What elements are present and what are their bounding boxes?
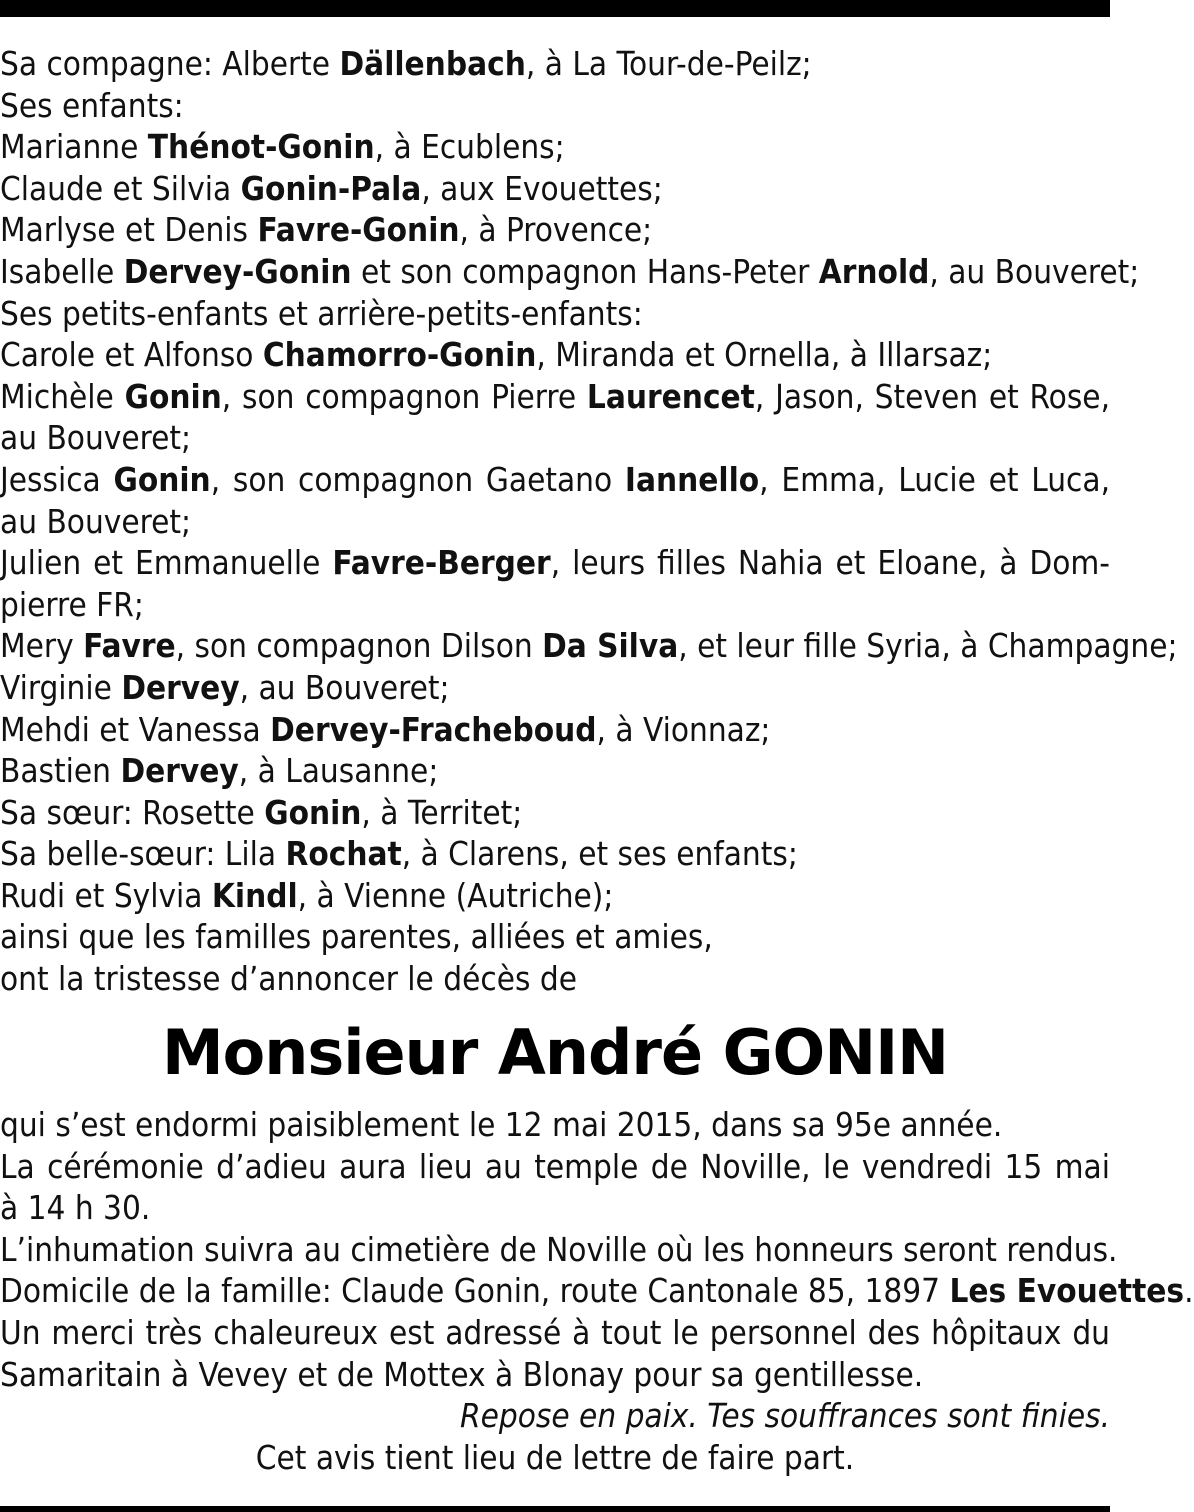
text-segment: Domicile de la famille: Claude Gonin, route Cantonale 85, 1897 (0, 1271, 950, 1311)
text-segment: , à Provence; (459, 210, 653, 250)
surname: Thénot-Gonin (147, 127, 375, 167)
text-segment: au Bouveret; (0, 418, 192, 458)
text-line (0, 875, 1110, 917)
text-line (0, 43, 1110, 85)
text-segment: , et leur fille Syria, à Champagne; (678, 626, 1178, 666)
text-line (0, 85, 1110, 127)
text-segment: Mehdi et Vanessa (0, 709, 271, 749)
surname: Dervey (121, 667, 240, 707)
text-segment: Michèle (0, 376, 125, 416)
text-segment: qui s’est endormi paisiblement le 12 mai 2015, dans sa 95e année. (0, 1105, 1003, 1144)
surname: Les Evouettes (949, 1271, 1185, 1311)
text-segment: , son compagnon Pierre (221, 376, 587, 416)
surname: Da Silva (542, 626, 679, 666)
text-segment: Sa compagne: Alberte (0, 44, 340, 83)
surname: Gonin (264, 792, 362, 832)
text-line (0, 750, 1110, 792)
bottom-rule (0, 1506, 1110, 1512)
text-line (0, 1104, 1110, 1146)
text-segment: Un merci très chaleureux est adressé à tout le personnel des hôpitaux du (0, 1312, 1110, 1352)
surname: Kindl (211, 875, 298, 915)
text-segment: , à Clarens, et ses enfants; (401, 834, 798, 874)
text-segment: , à La Tour-de-Peilz; (525, 44, 812, 83)
text-line (0, 334, 1110, 376)
text-segment: , son compagnon Dilson (175, 626, 543, 666)
top-rule (0, 0, 1110, 17)
text-line (0, 625, 1178, 667)
text-segment: , à Territet; (361, 792, 523, 832)
text-line (0, 1354, 1110, 1396)
surname: Gonin (124, 376, 222, 416)
text-line (0, 833, 1110, 875)
closing-note: Cet avis tient lieu de lettre de faire part. (255, 1437, 855, 1477)
text-segment: Ses petits-enfants et arrière-petits-enfants: (0, 293, 643, 333)
farewell-quote: Repose en paix. Tes souffrances sont finies. (459, 1396, 1110, 1436)
text-line (0, 209, 1110, 251)
surname: Favre (83, 626, 176, 666)
text-line (0, 251, 1140, 293)
deceased-name: Monsieur André GONIN (161, 1016, 949, 1089)
surname: Laurencet (586, 376, 755, 416)
text-line (0, 293, 1110, 335)
text-segment: , leurs filles Nahia et Eloane, à Dom- (550, 543, 1110, 583)
surname: Chamorro-Gonin (262, 335, 537, 375)
surname: Dervey-Gonin (123, 251, 352, 291)
text-segment: , à Vionnaz; (596, 709, 771, 749)
text-segment: , à Vienne (Autriche); (297, 875, 614, 915)
text-segment: , à Lausanne; (238, 751, 439, 791)
text-segment: au Bouveret; (0, 501, 192, 541)
text-segment: Marianne (0, 127, 148, 167)
text-line (0, 667, 1110, 709)
text-segment: . (1184, 1271, 1194, 1311)
text-segment: , Emma, Lucie et Luca, (759, 459, 1111, 499)
text-segment: , au Bouveret; (239, 667, 450, 707)
text-line (0, 417, 1110, 459)
text-segment: La cérémonie d’adieu aura lieu au temple de Noville, le vendredi 15 mai (0, 1146, 1110, 1186)
text-line (0, 376, 1110, 418)
text-segment: Marlyse et Denis (0, 210, 258, 250)
text-segment: , aux Evouettes; (421, 168, 663, 208)
surname: Dervey-Fracheboud (270, 709, 597, 749)
text-segment: ainsi que les familles parentes, alliées et amies, (0, 917, 713, 957)
text-line (0, 1187, 1110, 1229)
text-segment: ont la tristesse d’annoncer le décès de (0, 959, 578, 999)
details-lines (0, 1104, 1194, 1395)
text-line (0, 958, 1110, 1000)
text-segment: Claude et Silvia (0, 168, 241, 208)
text-line (0, 1312, 1110, 1354)
text-line (0, 792, 1110, 834)
surname: Gonin-Pala (240, 168, 422, 208)
surname: Arnold (818, 251, 930, 291)
text-segment: Sa sœur: Rosette (0, 792, 265, 832)
text-line (0, 584, 1110, 626)
text-segment: Bastien (0, 751, 121, 791)
text-segment: Julien et Emmanuelle (0, 543, 333, 583)
surname: Dällenbach (339, 44, 526, 83)
text-segment: Samaritain à Vevey et de Mottex à Blonay pour sa gentillesse. (0, 1354, 924, 1394)
text-segment: Isabelle (0, 251, 124, 291)
text-line (0, 1270, 1194, 1312)
text-segment: Virginie (0, 667, 122, 707)
text-segment: , Jason, Steven et Rose, (754, 376, 1110, 416)
text-line (0, 126, 1110, 168)
surname: Dervey (120, 751, 239, 791)
text-line (0, 1146, 1110, 1188)
text-line (0, 916, 1110, 958)
text-segment: et son compagnon Hans-Peter (351, 251, 819, 291)
text-segment: , au Bouveret; (929, 251, 1140, 291)
text-segment: Rudi et Sylvia (0, 875, 212, 915)
text-line (0, 168, 1110, 210)
text-line (0, 501, 1110, 543)
surname: Favre-Gonin (257, 210, 460, 250)
text-segment: L’inhumation suivra au cimetière de Noville où les honneurs seront rendus. (0, 1229, 1118, 1269)
text-segment: à 14 h 30. (0, 1188, 151, 1228)
surname: Iannello (624, 459, 760, 499)
text-segment: , à Ecublens; (374, 127, 565, 167)
text-line (0, 709, 1110, 751)
funeral-details (0, 1104, 1194, 1478)
family-list (0, 43, 1178, 1000)
text-segment: , Miranda et Ornella, à Illarsaz; (536, 335, 993, 375)
text-line (0, 1229, 1118, 1271)
text-line (0, 459, 1110, 501)
text-segment: Sa belle-sœur: Lila (0, 834, 286, 874)
text-line (0, 542, 1110, 584)
text-segment: Ses enfants: (0, 85, 184, 125)
text-segment: Jessica (0, 459, 114, 499)
text-segment: pierre FR; (0, 584, 144, 624)
surname: Gonin (113, 459, 211, 499)
surname: Rochat (285, 834, 402, 874)
text-segment: Mery (0, 626, 84, 666)
surname: Favre-Berger (332, 543, 551, 583)
text-segment: Carole et Alfonso (0, 335, 263, 375)
text-segment: , son compagnon Gaetano (210, 459, 625, 499)
